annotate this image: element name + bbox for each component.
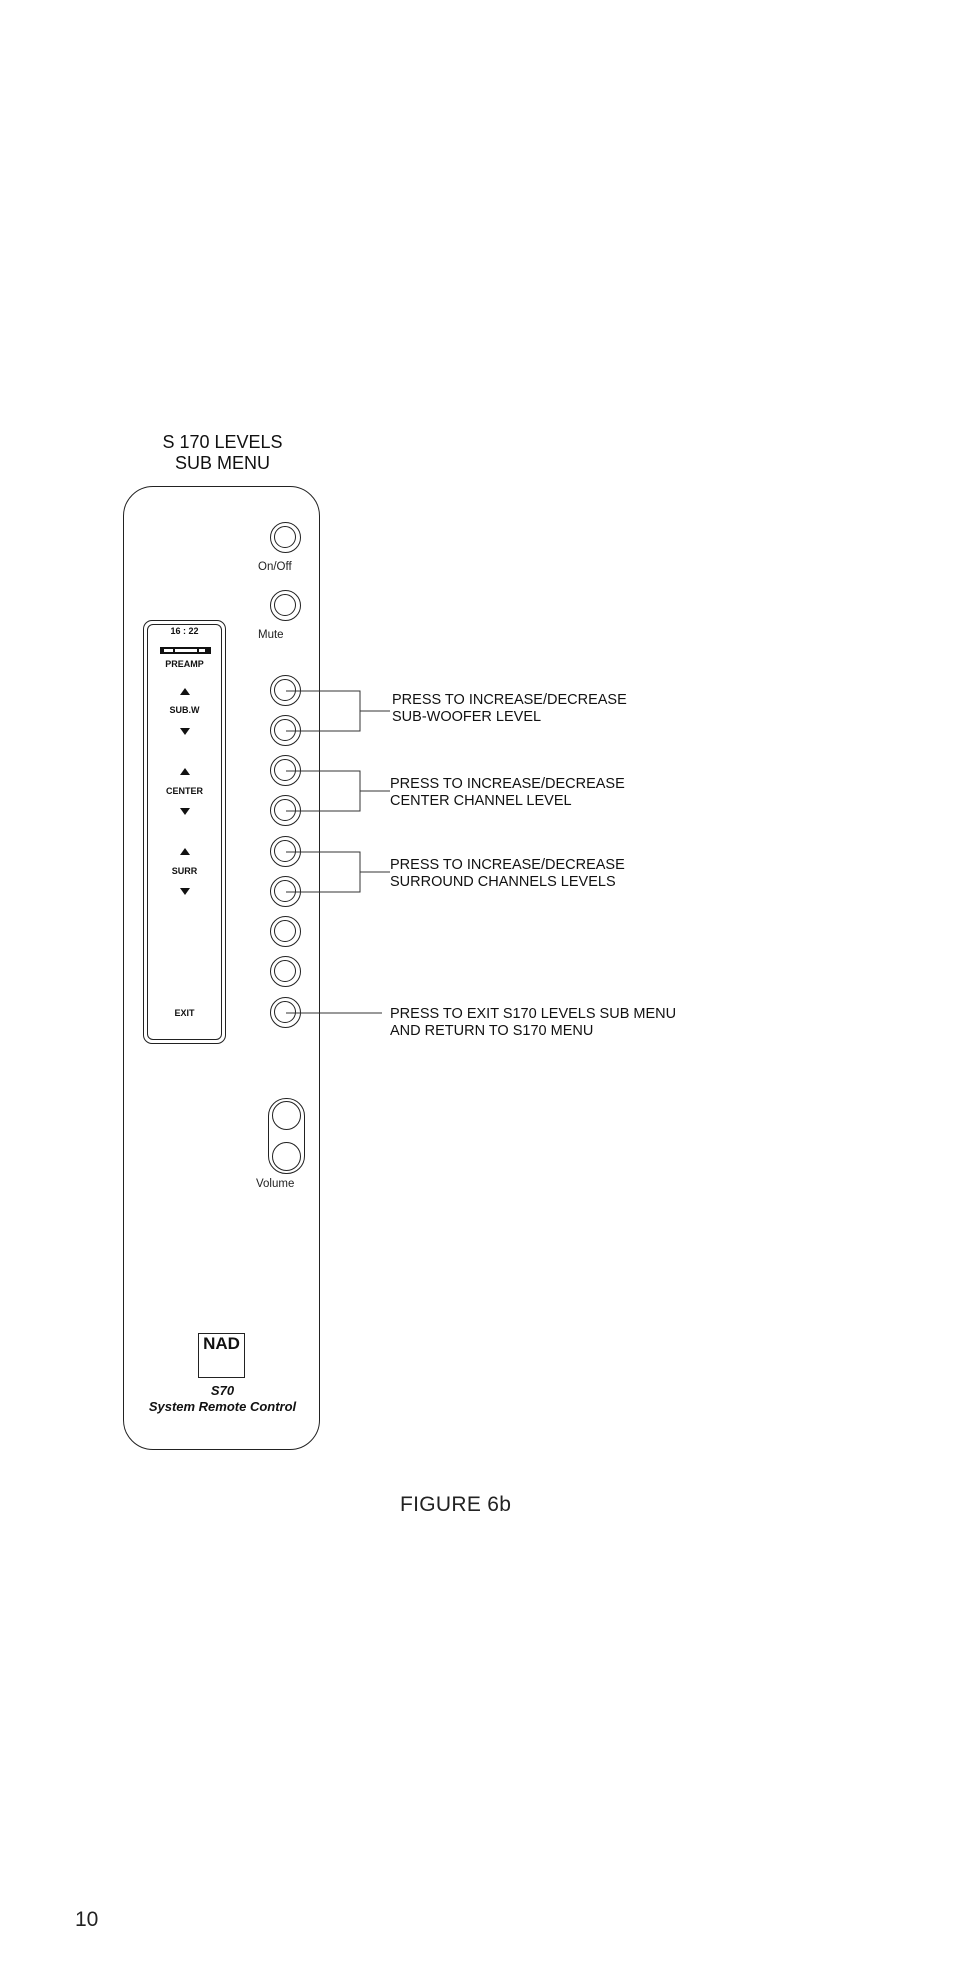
figure-caption: FIGURE 6b	[400, 1493, 512, 1516]
lcd-item-surround: SURR	[171, 866, 198, 876]
product-name: System Remote Control	[148, 1399, 297, 1414]
lcd-item-sub-woofer: SUB.W	[169, 705, 200, 715]
callout-sub-woofer-line2: SUB-WOOFER LEVEL	[392, 709, 542, 725]
callout-center	[390, 776, 625, 810]
callout-exit-line1: PRESS TO EXIT S170 LEVELS SUB MENU	[390, 1006, 677, 1022]
callout-sub-woofer-line1: PRESS TO INCREASE/DECREASE	[392, 692, 627, 708]
diagram-title-line2: SUB MENU	[174, 453, 270, 473]
lcd-exit-label: EXIT	[174, 1008, 195, 1018]
lcd-item-center: CENTER	[165, 786, 203, 796]
model-name: S70	[210, 1383, 235, 1398]
callout-center-line1: PRESS TO INCREASE/DECREASE	[390, 776, 625, 792]
callout-exit-line2: AND RETURN TO S170 MENU	[390, 1023, 594, 1039]
on-off-label: On/Off	[258, 561, 292, 573]
diagram-title-line1: S 170 LEVELS	[162, 432, 283, 452]
callout-surround-line1: PRESS TO INCREASE/DECREASE	[390, 857, 625, 873]
page-number: 10	[75, 1908, 99, 1931]
callout-surround-line2: SURROUND CHANNELS LEVELS	[390, 874, 616, 890]
callout-sub-woofer	[392, 692, 627, 726]
lcd-time: 16 : 22	[170, 626, 199, 636]
volume-label: Volume	[256, 1178, 295, 1190]
lcd-source-label: PREAMP	[165, 659, 204, 669]
callout-center-line2: CENTER CHANNEL LEVEL	[390, 793, 572, 809]
mute-label: Mute	[258, 629, 284, 641]
nad-logo-text: NAD	[203, 1334, 240, 1353]
callout-exit	[390, 1006, 676, 1040]
callout-surround	[390, 857, 625, 891]
